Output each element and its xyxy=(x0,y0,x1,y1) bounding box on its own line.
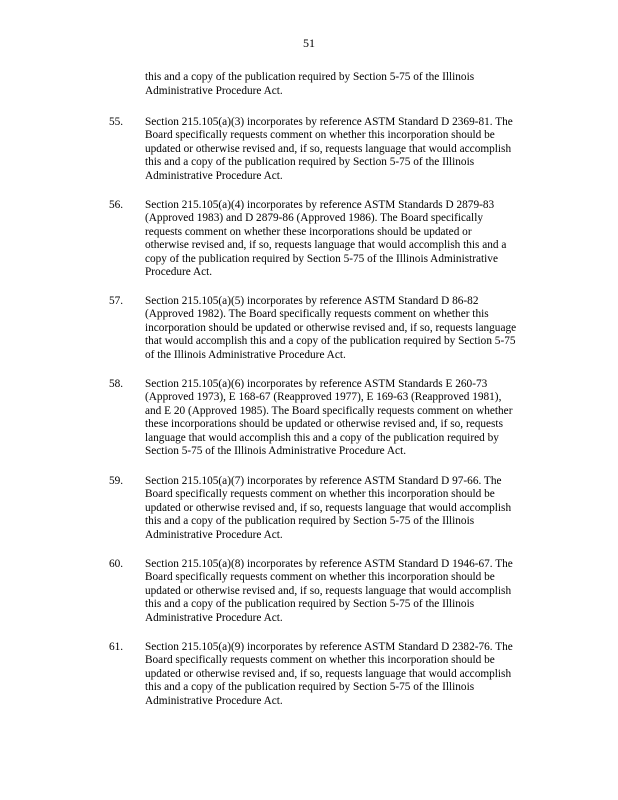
paragraph-line: that would accomplish this and a copy of the publication required by Section 5-75 xyxy=(145,335,516,347)
paragraph-line: updated or otherwise revised and, if so, requests language that would accomplish xyxy=(145,585,512,597)
paragraph-line: Board specifically requests comment on whether this incorporation should be xyxy=(145,571,495,583)
paragraph-line: (Approved 1983) and D 2879-86 (Approved 1986). The Board specifically xyxy=(145,212,483,224)
paragraph-line: of the Illinois Administrative Procedure Act. xyxy=(145,349,346,361)
paragraph-number: 56. xyxy=(109,199,124,211)
paragraph-line: Administrative Procedure Act. xyxy=(145,695,283,707)
paragraph-line: Section 215.105(a)(8) incorporates by reference ASTM Standard D 1946-67. The xyxy=(145,558,513,570)
continuation-line: this and a copy of the publication required by Section 5-75 of the Illinois xyxy=(145,71,475,83)
paragraph-line: this and a copy of the publication required by Section 5-75 of the Illinois xyxy=(145,515,475,527)
paragraph-line: Board specifically requests comment on whether this incorporation should be xyxy=(145,488,495,500)
paragraph-line: Administrative Procedure Act. xyxy=(145,612,283,624)
paragraph-line: this and a copy of the publication required by Section 5-75 of the Illinois xyxy=(145,681,475,693)
paragraph-number: 55. xyxy=(109,116,124,128)
paragraph-line: copy of the publication required by Section 5-75 of the Illinois Administrative xyxy=(145,253,498,265)
paragraph-line: Section 215.105(a)(3) incorporates by reference ASTM Standard D 2369-81. The xyxy=(145,116,513,128)
paragraph-line: (Approved 1982). The Board specifically requests comment on whether this xyxy=(145,308,489,320)
paragraph-number: 61. xyxy=(109,641,124,653)
paragraph-line: Section 5-75 of the Illinois Administrative Procedure Act. xyxy=(145,445,407,457)
paragraph-line: language that would accomplish this and a copy of the publication required by xyxy=(145,432,499,444)
paragraph-line: Procedure Act. xyxy=(145,266,213,278)
paragraph-number: 59. xyxy=(109,475,124,487)
paragraph-line: Board specifically requests comment on whether this incorporation should be xyxy=(145,654,495,666)
continuation-line: Administrative Procedure Act. xyxy=(145,85,283,97)
paragraph-line: this and a copy of the publication required by Section 5-75 of the Illinois xyxy=(145,156,475,168)
paragraph-line: Section 215.105(a)(9) incorporates by reference ASTM Standard D 2382-76. The xyxy=(145,641,513,653)
paragraph-line: updated or otherwise revised and, if so, requests language that would accomplish xyxy=(145,502,512,514)
page-number: 51 xyxy=(303,36,315,50)
paragraph-line: Administrative Procedure Act. xyxy=(145,529,283,541)
paragraph-line: updated or otherwise revised and, if so, requests language that would accomplish xyxy=(145,143,512,155)
paragraph-line: otherwise revised and, if so, requests language that would accomplish this and a xyxy=(145,239,507,251)
paragraph-number: 60. xyxy=(109,558,124,570)
paragraph-line: Board specifically requests comment on whether this incorporation should be xyxy=(145,129,495,141)
paragraph-line: and E 20 (Approved 1985). The Board specifically requests comment on whether xyxy=(145,405,513,417)
paragraph-line: Section 215.105(a)(6) incorporates by reference ASTM Standards E 260-73 xyxy=(145,378,488,390)
paragraph-line: these incorporations should be updated or otherwise revised and, if so, requests xyxy=(145,418,503,430)
paragraph-line: incorporation should be updated or otherwise revised and, if so, requests language xyxy=(145,322,517,334)
paragraph-line: Section 215.105(a)(7) incorporates by reference ASTM Standard D 97-66. The xyxy=(145,475,502,487)
paragraph-line: updated or otherwise revised and, if so, requests language that would accomplish xyxy=(145,668,512,680)
paragraph-line: Section 215.105(a)(4) incorporates by reference ASTM Standards D 2879-83 xyxy=(145,199,495,211)
paragraph-line: this and a copy of the publication required by Section 5-75 of the Illinois xyxy=(145,598,475,610)
paragraph-number: 57. xyxy=(109,295,124,307)
paragraph-line: Section 215.105(a)(5) incorporates by reference ASTM Standard D 86-82 xyxy=(145,295,479,307)
paragraph-line: Administrative Procedure Act. xyxy=(145,170,283,182)
paragraph-line: (Approved 1973), E 168-67 (Reapproved 1977), E 169-63 (Reapproved 1981), xyxy=(145,391,502,403)
paragraph-line: requests comment on whether these incorporations should be updated or xyxy=(145,226,472,238)
paragraph-number: 58. xyxy=(109,378,124,390)
